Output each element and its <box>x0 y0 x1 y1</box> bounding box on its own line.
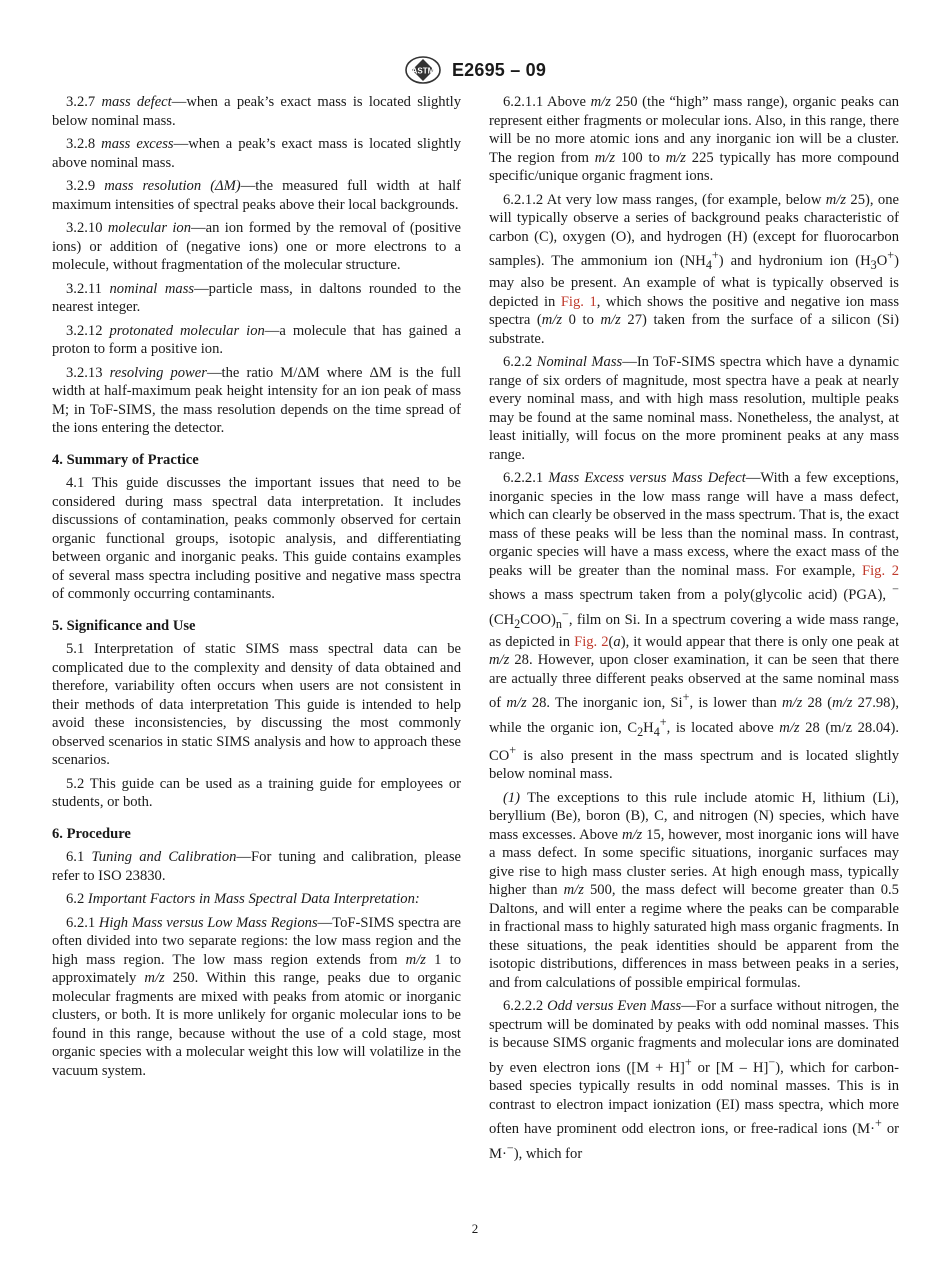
section-3-2-10: 3.2.10 molecular ion—an ion formed by the removal of (positive ions) or addition of (negative ions) one or more electrons to a molecule, without fragmentation of the molecular structure. <box>52 220 461 273</box>
section-3-2-11: 3.2.11 nominal mass—particle mass, in daltons rounded to the nearest integer. <box>52 280 461 315</box>
section-3-2-9: 3.2.9 mass resolution (ΔM)—the measured full width at half maximum intensities of spectral peaks above their local backgrounds. <box>52 178 461 213</box>
section-3-2-12: 3.2.12 protonated molecular ion—a molecule that has gained a proton to form a positive ion. <box>52 322 462 357</box>
section-5-2: 5.2 This guide can be used as a training guide for employees or students, or both. <box>52 775 461 810</box>
heading-significance: 5. Significance and Use <box>52 617 196 634</box>
heading-procedure: 6. Procedure <box>52 825 131 842</box>
right-column <box>489 93 899 1168</box>
section-6-2-2: 6.2.2 Nominal Mass—In ToF-SIMS spectra which have a dynamic range of six orders of magnitude, most spectra have a peak at nearly every nominal mass, and with high mass resolution, multiple peaks may be found at the same nominal mass. Nonetheless, the analyst, at least initially, will focus on the more prominent peaks at any mass range. <box>489 354 899 463</box>
section-5-1: 5.1 Interpretation of static SIMS mass spectral data can be complicated due to the complexity and density of data obtained and therefore, variability often occurs when users are not consistent in their methods of data interpretation This guide is intended to help avoid these inconsistencies, by discussing the most commonly observed scenarios in static SIMS analysis and how to approach these scenarios. <box>52 641 461 768</box>
section-3-2-7: 3.2.7 mass defect—when a peak’s exact mass is located slightly below nominal mass. <box>52 94 461 129</box>
page-number: 2 <box>471 1221 479 1236</box>
section-3-2-13: 3.2.13 resolving power—the ratio M/ΔM where ΔM is the full width at half-maximum peak height intensity for an ion peak of mass M; in ToF-SIMS, the mass resolution depends on the time spread of the ions entering the detector. <box>52 364 462 436</box>
astm-logo-icon <box>404 55 442 85</box>
section-4-1: 4.1 This guide discusses the important issues that need to be considered during mass spectral data interpretation. It includes discussions of contamination, peaks commonly observed for certain organic functional groups, isotopic analysis, and differentiating between organic and inorganic peaks. This guide contains examples of several mass spectra including positive and negative mass spectra of commonly occurring contaminants. <box>52 475 461 602</box>
fig2a-link[interactable]: Fig. 2 <box>574 633 609 650</box>
section-6-1: 6.1 Tuning and Calibration—For tuning and calibration, please refer to ISO 23830. <box>52 849 462 884</box>
section-6-2: 6.2 Important Factors in Mass Spectral Data Interpretation: <box>66 891 420 907</box>
svg-text:ASTM: ASTM <box>411 66 435 76</box>
standard-code: E2695 – 09 <box>451 59 547 80</box>
left-column <box>52 93 461 1085</box>
fig1-link[interactable]: Fig. 1 <box>560 293 597 310</box>
page-header <box>0 55 950 85</box>
section-3-2-8: 3.2.8 mass excess—when a peak’s exact mass is located slightly above nominal mass. <box>52 136 461 171</box>
exception-note: (1) The exceptions to this rule include atomic H, lithium (Li), beryllium (Be), boron (B), C, and nitrogen (N) species, which have mass excesses. Above m/z 15, however, most inorganic ions will have a mass defect. In some specific situations, inorganic surfaces may give rise to high mass cluster series. At high enough mass, typically higher than m/z 500, the mass defect will become greater than 0.5 Daltons, and will enter a regime where the peaks can be comparable in fractional mass to highly saturated high mass organic fragments. In these situations, the peak identities should be apparent from the isotopic distributions, differences in mass between peaks in a series, and from calculations of possible empirical formulas. <box>489 789 899 991</box>
heading-summary: 4. Summary of Practice <box>52 451 199 468</box>
section-6-2-2-2: 6.2.2.2 Odd versus Even Mass—For a surface without nitrogen, the spectrum will be dominated by peaks with odd nominal masses. This is because SIMS organic fragments and molecular ions are dominated by even electron ions ([M + H]+ or [M – H]−), which for carbon-based species typically results in odd nominal masses. This is in contrast to electron impact ionization (EI) mass spectra, which more often have prominent odd electron ions, or free-radical ions (M·+ or M·−), which for <box>489 998 899 1162</box>
fig2-link[interactable]: Fig. 2 <box>862 562 899 579</box>
section-6-2-2-1: 6.2.2.1 Mass Excess versus Mass Defect—With a few exceptions, inorganic species in the low mass range will have a mass defect, which can clearly be observed in the mass spectrum. That is, the exact mass of these peaks will be less than the nominal mass. In contrast, organic species will have a mass excess, where the exact mass of the peaks will be greater than the nominal mass. For example, Fig. 2 shows a mass spectrum taken from a poly(glycolic acid) (PGA), $^-(CH_2COO)_n^-$, film on Si. In a spectrum covering a wide mass range, as depicted in Fig. 2(a), it would appear that there is only one peak at m/z 28. However, upon closer examination, it can be seen that there are actually three different peaks observed at the same nominal mass of m/z 28. The inorganic ion, Si+, is lower than m/z 28 (m/z 27.98), while the organic ion, $C_2H_4^+$, is located above m/z 28 (m/z 28.04). CO+ is also present in the mass spectrum and is located slightly below nominal mass. <box>489 470 900 783</box>
section-6-2-1: 6.2.1 High Mass versus Low Mass Regions—ToF-SIMS spectra are often divided into two separate regions: the low mass region and the high mass region. The low mass region extends from m/z 1 to approximately m/z 250. Within this range, peaks due to organic molecular fragments are mixed with peaks from atomic or inorganic clusters, or both. It is more unlikely for organic molecular ions to be found in this range, because without the use of a cold stage, most organic species with a molecular weight this low will volatilize in the vacuum system. <box>52 914 461 1079</box>
section-6-2-1-1: 6.2.1.1 Above m/z 250 (the “high” mass range), organic peaks can represent either fragments or molecular ions. Also, in this range, there will be no more atomic ions and any inorganic ion will be a cluster. The region from m/z 100 to m/z 225 typically has more compound specific/unique organic fragment ions. <box>489 94 899 184</box>
section-6-2-1-2: 6.2.1.2 At very low mass ranges, (for example, below m/z 25), one will typically observe a series of background peaks characteristic of carbon (C), oxygen (O), and hydrogen (H) (except for fluorocarbon samples). The ammonium ion $(NH_4^+)$ and hydronium ion $(H_3O^+)$ may also be present. An example of what is typically observed is depicted in Fig. 1, which shows the positive and negative ion mass spectra (m/z 0 to m/z 27) taken from the surface of a silicon (Si) substrate. <box>489 191 900 347</box>
